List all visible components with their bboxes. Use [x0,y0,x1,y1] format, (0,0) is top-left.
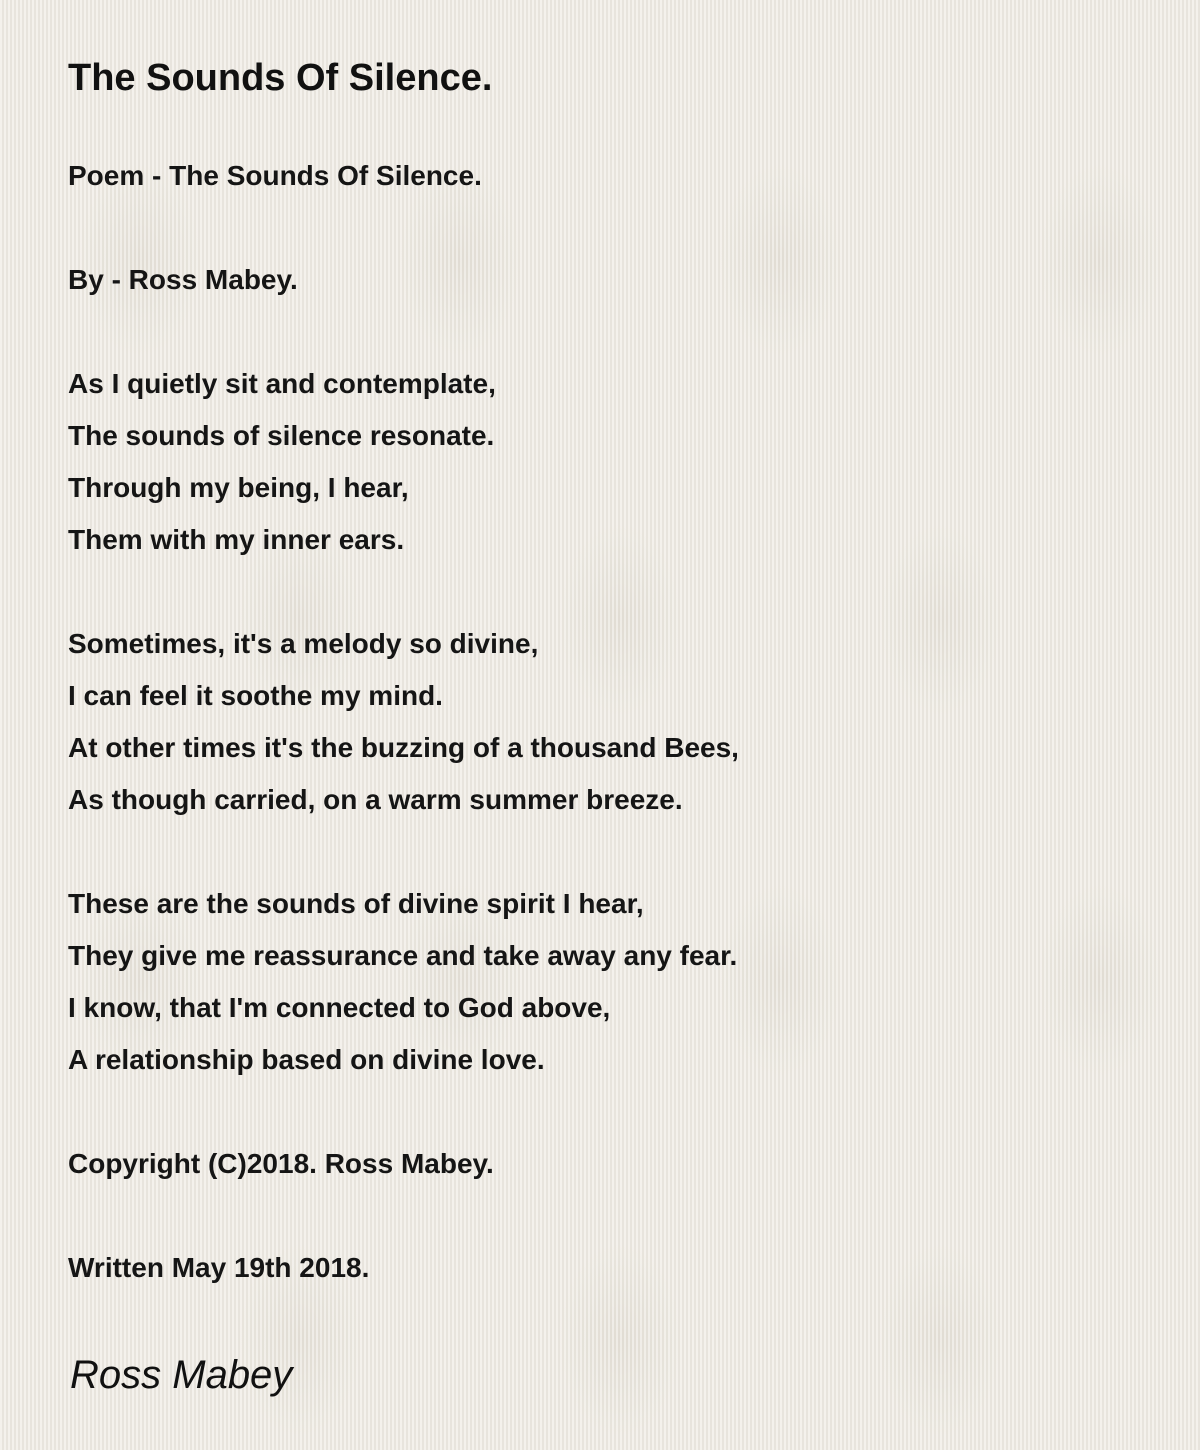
verse-line: As I quietly sit and contemplate, [68,368,496,399]
copyright-line: Copyright (C)2018. Ross Mabey. [68,1148,494,1179]
verse-line: Through my being, I hear, [68,472,409,503]
poem-header-line: Poem - The Sounds Of Silence. [68,160,482,191]
written-date-line: Written May 19th 2018. [68,1252,370,1283]
byline: By - Ross Mabey. [68,264,298,295]
verse-line: They give me reassurance and take away any fear. [68,940,738,971]
verse-line: I can feel it soothe my mind. [68,680,443,711]
stanza-3 [68,878,1148,1086]
poem-page [68,50,1148,1294]
blank-line [68,202,1148,254]
author-signature: Ross Mabey [70,1353,293,1397]
blank-line [68,1086,1148,1138]
verse-line: I know, that I'm connected to God above, [68,992,611,1023]
verse-line: The sounds of silence resonate. [68,420,495,451]
blank-line [68,826,1148,878]
stanza-1 [68,358,1148,566]
verse-line: As though carried, on a warm summer breeze. [68,784,683,815]
verse-line: At other times it's the buzzing of a thousand Bees, [68,732,739,763]
poem-title: The Sounds Of Silence. [68,57,493,99]
blank-line [68,566,1148,618]
verse-line: Them with my inner ears. [68,524,405,555]
stanza-2 [68,618,1148,826]
verse-line: A relationship based on divine love. [68,1044,545,1075]
poem-body [68,150,1148,1294]
blank-line [68,1190,1148,1242]
verse-line: Sometimes, it's a melody so divine, [68,628,539,659]
verse-line: These are the sounds of divine spirit I hear, [68,888,644,919]
blank-line [68,306,1148,358]
